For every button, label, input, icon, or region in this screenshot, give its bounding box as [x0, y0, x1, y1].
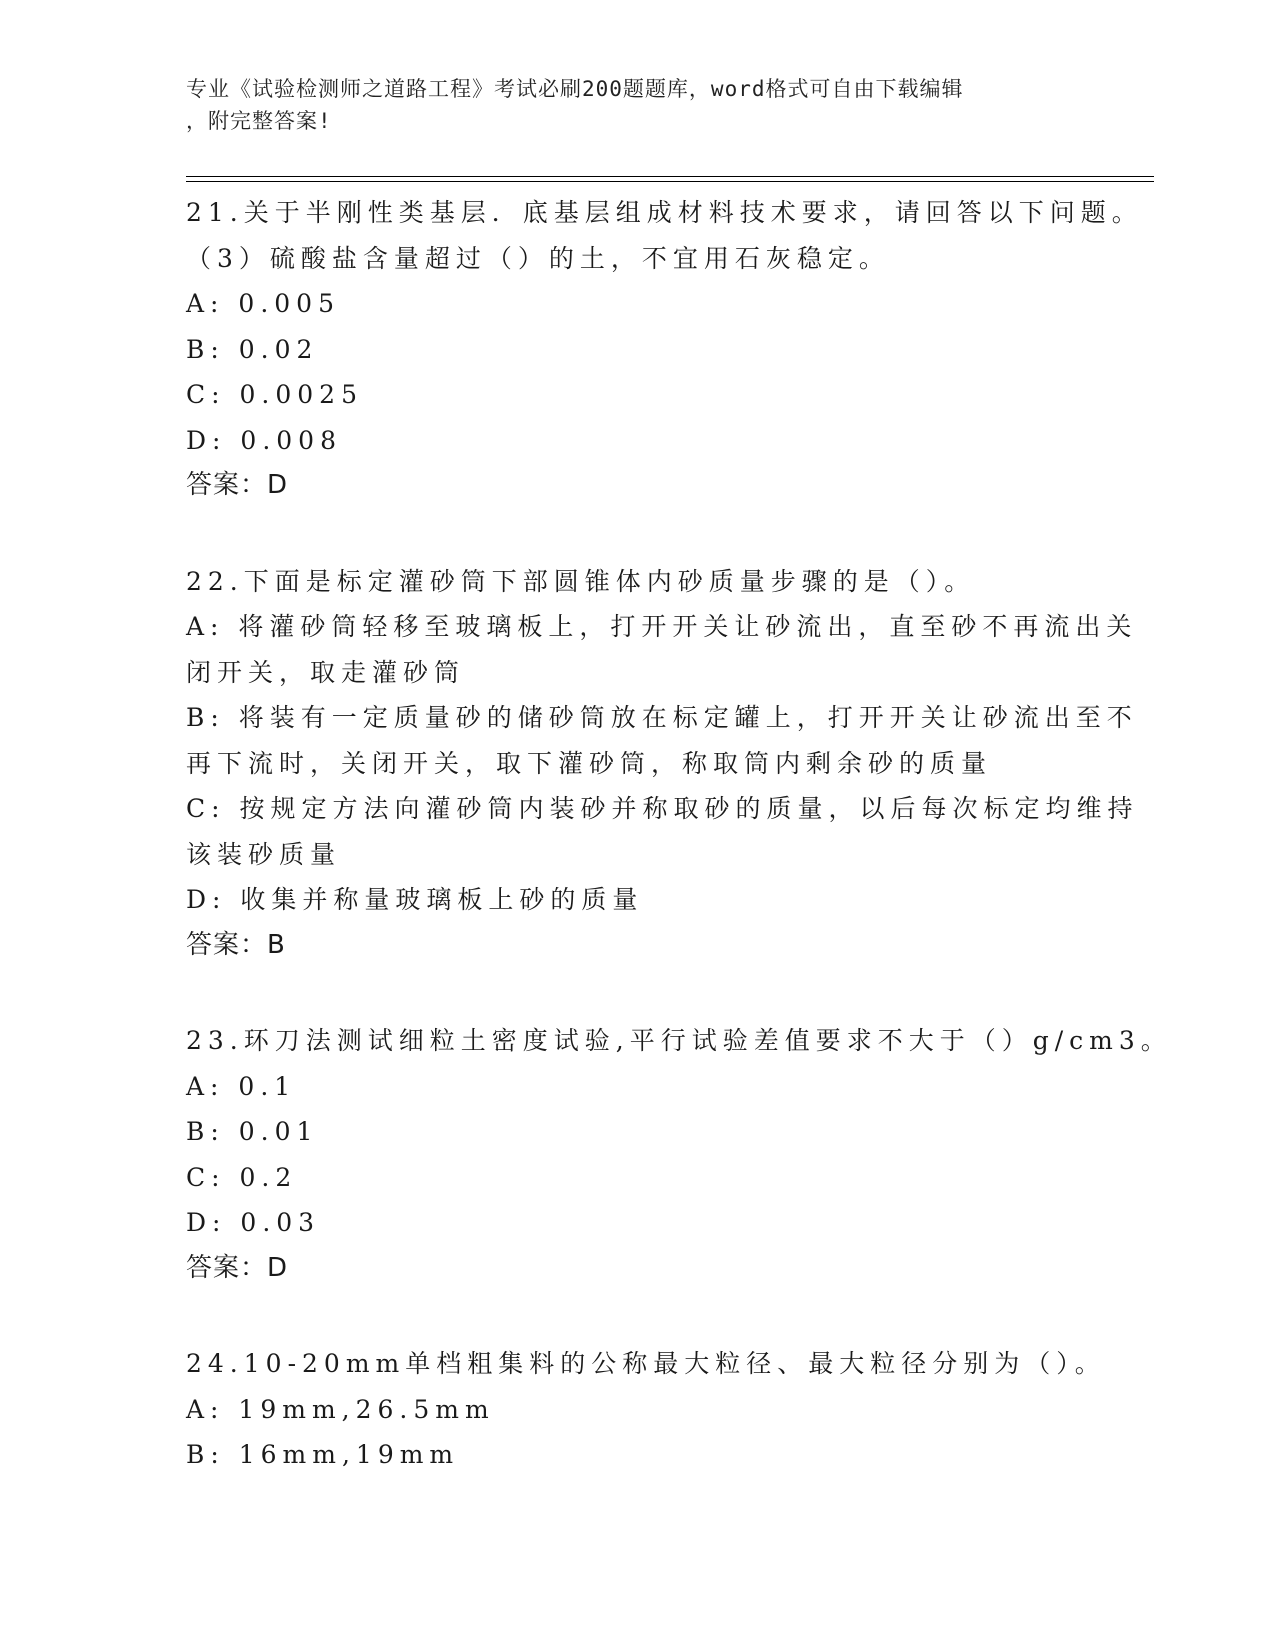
answer-option: A: 0.1 — [186, 1071, 297, 1101]
header-line-1: 专业《试验检测师之道路工程》考试必刷200题题库，word格式可自由下载编辑 — [186, 77, 964, 101]
answer-option: 该装砂质量 — [186, 839, 342, 869]
answer-option: C: 0.2 — [186, 1162, 298, 1192]
answer-option: A: 将灌砂筒轻移至玻璃板上，打开开关让砂流出，直至砂不再流出关 — [186, 612, 1138, 641]
question-stem: 23.环刀法测试细粒土密度试验,平行试验差值要求不大于（）g/cm3。 — [186, 1026, 1172, 1055]
answer-option: D: 收集并称量玻璃板上砂的质量 — [186, 885, 644, 914]
question-list — [186, 190, 1172, 1528]
question-block — [186, 190, 1143, 509]
answer-option: A: 0.005 — [186, 289, 340, 318]
answer-option: D: 0.03 — [186, 1208, 321, 1237]
question-block — [186, 1341, 1106, 1478]
header-divider-top — [186, 176, 1154, 177]
answer-key: 答案：D — [186, 1252, 289, 1283]
answer-option: 闭开关，取走灌砂筒 — [186, 657, 466, 687]
answer-key: 答案：D — [186, 470, 289, 500]
question-stem: （3）硫酸盐含量超过（）的土，不宜用石灰稳定。 — [186, 243, 890, 273]
answer-option: B: 0.01 — [186, 1117, 319, 1146]
question-block — [186, 1018, 1172, 1291]
question-block — [186, 559, 1139, 969]
answer-option: C: 按规定方法向灌砂筒内装砂并称取砂的质量，以后每次标定均维持 — [186, 794, 1139, 823]
answer-option: B: 0.02 — [186, 334, 319, 364]
answer-option: 再下流时，关闭开关，取下灌砂筒，称取筒内剩余砂的质量 — [186, 748, 993, 778]
answer-option: A: 19mm,26.5mm — [186, 1394, 495, 1424]
document-header — [186, 73, 1066, 137]
question-stem: 21.关于半刚性类基层．底基层组成材料技术要求，请回答以下问题。 — [186, 198, 1143, 227]
question-stem: 22.下面是标定灌砂筒下部圆锥体内砂质量步骤的是（）。 — [186, 566, 976, 596]
answer-option: C: 0.0025 — [186, 380, 363, 409]
header-line-2: ，附完整答案! — [186, 109, 332, 133]
answer-option: B: 将装有一定质量砂的储砂筒放在标定罐上，打开开关让砂流出至不 — [186, 703, 1138, 732]
answer-option: B: 16mm,19mm — [186, 1440, 460, 1469]
answer-key: 答案：B — [186, 929, 286, 960]
question-stem: 24.10-20mm单档粗集料的公称最大粒径、最大粒径分别为（）。 — [186, 1349, 1106, 1378]
header-divider-bottom — [186, 181, 1154, 182]
answer-option: D: 0.008 — [186, 425, 342, 455]
